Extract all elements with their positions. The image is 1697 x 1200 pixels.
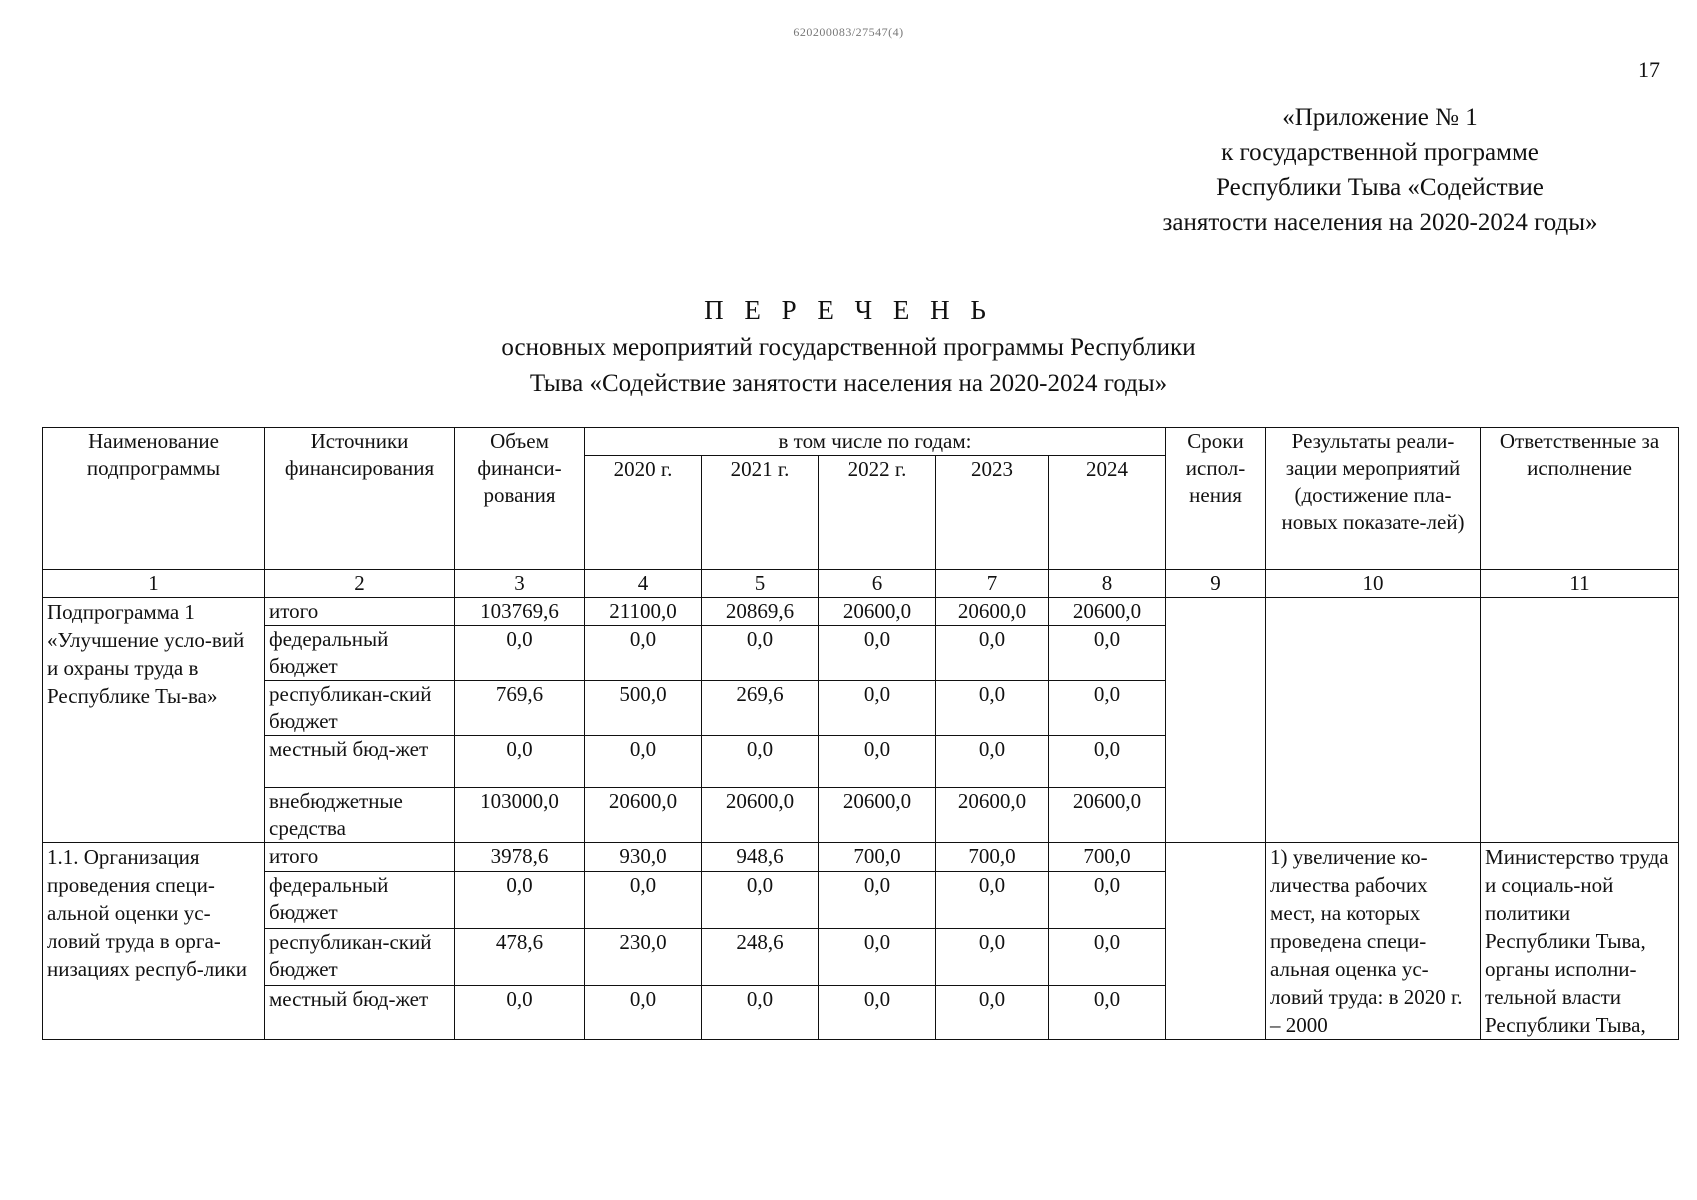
document-subtitle: [0, 330, 1697, 402]
amount-cell: 0,0: [455, 986, 585, 1040]
amount-cell: 248,6: [702, 929, 819, 986]
table-row: [43, 598, 1679, 626]
amount-cell: 0,0: [1049, 626, 1166, 681]
subprogram-name: Подпрограмма 1 «Улучшение усло-вий и охраны труда в Республике Ты-ва»: [43, 598, 265, 843]
amount-cell: 0,0: [455, 736, 585, 788]
amount-cell: 20600,0: [819, 598, 936, 626]
amount-cell: 0,0: [936, 626, 1049, 681]
amount-cell: 20600,0: [1049, 788, 1166, 843]
amount-cell: 3978,6: [455, 843, 585, 872]
amount-cell: 0,0: [819, 681, 936, 736]
amount-cell: 0,0: [1049, 872, 1166, 929]
amount-cell: 103000,0: [455, 788, 585, 843]
amount-cell: 0,0: [819, 626, 936, 681]
header-year: 2024: [1049, 456, 1166, 570]
amount-cell: 700,0: [819, 843, 936, 872]
amount-cell: 0,0: [936, 681, 1049, 736]
amount-cell: 0,0: [702, 626, 819, 681]
column-number: 9: [1166, 570, 1266, 598]
amount-cell: 0,0: [936, 872, 1049, 929]
amount-cell: 0,0: [585, 736, 702, 788]
result-cell: 1) увеличение ко-личества рабочих мест, на которых проведена специ-альная оценка ус-ловий труда: в 2020 г. – 2000: [1266, 843, 1481, 1040]
amount-cell: 0,0: [819, 872, 936, 929]
terms-cell: [1166, 598, 1266, 843]
column-number: 5: [702, 570, 819, 598]
amount-cell: 478,6: [455, 929, 585, 986]
funding-source: итого: [265, 598, 455, 626]
amount-cell: 0,0: [1049, 986, 1166, 1040]
header-name: Наименование подпрограммы: [43, 428, 265, 570]
funding-source: федеральный бюджет: [265, 872, 455, 929]
header-year: 2021 г.: [702, 456, 819, 570]
amount-cell: 0,0: [819, 929, 936, 986]
header-results: Результаты реали-зации мероприятий (достижение пла-новых показате-лей): [1266, 428, 1481, 570]
amount-cell: 0,0: [1049, 681, 1166, 736]
amount-cell: 948,6: [702, 843, 819, 872]
amount-cell: 0,0: [936, 986, 1049, 1040]
document-id: 620200083/27547(4): [793, 25, 904, 39]
header-by-years: в том числе по годам:: [585, 428, 1166, 456]
amount-cell: 500,0: [585, 681, 702, 736]
responsible-cell: [1481, 598, 1679, 843]
responsible-cell: Министерство труда и социаль-ной политики Республики Тыва, органы исполни-тельной власти Республики Тыва,: [1481, 843, 1679, 1040]
appendix-line: занятости населения на 2020-2024 годы»: [1162, 209, 1598, 236]
amount-cell: 20600,0: [702, 788, 819, 843]
appendix-line: «Приложение № 1: [1282, 104, 1478, 131]
amount-cell: 103769,6: [455, 598, 585, 626]
activities-table: [42, 427, 1679, 1040]
amount-cell: 0,0: [1049, 736, 1166, 788]
funding-source: местный бюд-жет: [265, 736, 455, 788]
amount-cell: 0,0: [1049, 929, 1166, 986]
amount-cell: 269,6: [702, 681, 819, 736]
header-year: 2020 г.: [585, 456, 702, 570]
header-year: 2023: [936, 456, 1049, 570]
document-title: П Е Р Е Ч Е Н Ь: [704, 295, 993, 325]
column-number: 10: [1266, 570, 1481, 598]
header-responsible: Ответственные за исполнение: [1481, 428, 1679, 570]
column-number: 3: [455, 570, 585, 598]
subprogram-name: 1.1. Организация проведения специ-альной оценки ус-ловий труда в орга-низациях респуб-лики: [43, 843, 265, 1040]
column-number: 6: [819, 570, 936, 598]
funding-source: республикан-ский бюджет: [265, 681, 455, 736]
funding-source: республикан-ский бюджет: [265, 929, 455, 986]
appendix-line: к государственной программе: [1221, 139, 1539, 166]
table-row: [43, 843, 1679, 872]
amount-cell: 0,0: [585, 986, 702, 1040]
header-source: Источники финансирования: [265, 428, 455, 570]
header-terms: Сроки испол-нения: [1166, 428, 1266, 570]
amount-cell: 21100,0: [585, 598, 702, 626]
amount-cell: 700,0: [1049, 843, 1166, 872]
subtitle-line: основных мероприятий государственной программы Республики: [501, 334, 1196, 361]
amount-cell: 0,0: [702, 872, 819, 929]
column-number: 1: [43, 570, 265, 598]
amount-cell: 0,0: [819, 986, 936, 1040]
terms-cell: [1166, 843, 1266, 1040]
header-volume: Объем финанси-рования: [455, 428, 585, 570]
amount-cell: 0,0: [702, 986, 819, 1040]
result-cell: [1266, 598, 1481, 843]
page-number: 17: [1638, 57, 1660, 82]
funding-source: федеральный бюджет: [265, 626, 455, 681]
amount-cell: 20600,0: [1049, 598, 1166, 626]
column-number: 4: [585, 570, 702, 598]
amount-cell: 930,0: [585, 843, 702, 872]
amount-cell: 0,0: [455, 626, 585, 681]
amount-cell: 0,0: [455, 872, 585, 929]
amount-cell: 0,0: [819, 736, 936, 788]
funding-source: итого: [265, 843, 455, 872]
amount-cell: 20600,0: [936, 788, 1049, 843]
header-year: 2022 г.: [819, 456, 936, 570]
amount-cell: 20600,0: [819, 788, 936, 843]
amount-cell: 769,6: [455, 681, 585, 736]
funding-source: местный бюд-жет: [265, 986, 455, 1040]
column-number: 7: [936, 570, 1049, 598]
amount-cell: 0,0: [702, 736, 819, 788]
amount-cell: 0,0: [585, 872, 702, 929]
amount-cell: 0,0: [936, 929, 1049, 986]
column-number: 11: [1481, 570, 1679, 598]
subtitle-line: Тыва «Содействие занятости населения на 2020-2024 годы»: [529, 370, 1168, 397]
amount-cell: 20600,0: [585, 788, 702, 843]
appendix-line: Республики Тыва «Содействие: [1216, 174, 1544, 201]
amount-cell: 0,0: [585, 626, 702, 681]
amount-cell: 0,0: [936, 736, 1049, 788]
column-number: 8: [1049, 570, 1166, 598]
appendix-heading: [1100, 100, 1660, 240]
amount-cell: 700,0: [936, 843, 1049, 872]
amount-cell: 20600,0: [936, 598, 1049, 626]
column-number: 2: [265, 570, 455, 598]
amount-cell: 230,0: [585, 929, 702, 986]
funding-source: внебюджетные средства: [265, 788, 455, 843]
amount-cell: 20869,6: [702, 598, 819, 626]
